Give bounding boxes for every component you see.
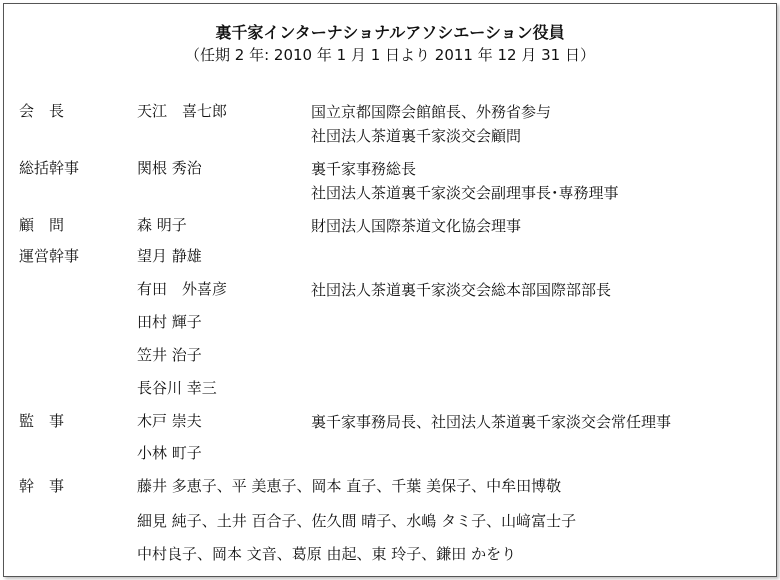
officer-name: 小林 町子 [137,444,202,462]
secretaries-line: 中村良子、岡本 文音、葛原 由起、東 玲子、鎌田 かをり [137,545,517,563]
secretaries-line: 藤井 多恵子、平 美恵子、岡本 直子、千葉 美保子、中牟田博敬 [137,477,562,495]
officer-description [311,100,551,148]
officer-row-chairman [4,100,776,145]
officer-name: 天江 喜七郎 [137,102,228,120]
officer-row-managing-secretary [4,245,776,275]
secretaries-line: 細見 純子、土井 百合子、佐久間 晴子、水嶋 タミ子、山﨑富士子 [137,512,577,530]
officer-row-auditor [4,410,776,440]
officer-name: 木戸 崇夫 [137,412,202,430]
officer-description [311,410,671,434]
description-line: 裏千家事務総長 [311,160,417,178]
officer-description [311,278,611,302]
description-line: 社団法人茶道裏千家淡交会副理事長･専務理事 [311,184,619,202]
description-line: 国立京都国際会館館長、外務省参与 [311,103,552,121]
officer-name: 関根 秀治 [137,159,202,177]
officer-name: 有田 外喜彦 [137,280,228,298]
role-label: 監 事 [19,412,65,430]
officer-row [4,278,776,308]
description-line: 社団法人茶道裏千家淡交会総本部国際部部長 [311,281,612,299]
officers-document [3,3,777,577]
officer-name: 田村 輝子 [137,313,202,331]
officer-description [311,214,521,238]
officer-row-general-secretary [4,157,776,202]
role-label: 幹 事 [19,477,65,495]
officer-name: 笠井 治子 [137,346,202,364]
description-line: 裏千家事務局長、社団法人茶道裏千家淡交会常任理事 [311,413,672,431]
description-line: 財団法人国際茶道文化協会理事 [311,217,522,235]
role-label: 総括幹事 [19,159,80,177]
description-line: 社団法人茶道裏千家淡交会顧問 [311,127,522,145]
officer-name: 森 明子 [137,216,187,234]
role-label: 顧 問 [19,216,65,234]
officer-description [311,157,619,205]
officer-row [4,442,776,472]
officer-row [4,344,776,374]
officer-row-advisor [4,214,776,244]
officer-name: 長谷川 幸三 [137,379,217,397]
officer-row [4,377,776,407]
document-title: 裏千家インターナショナルアソシエーション役員 [215,23,565,42]
officer-row [4,311,776,341]
role-label: 会 長 [19,102,65,120]
role-label: 運営幹事 [19,247,80,265]
term-of-office: （任期 2 年: 2010 年 1 月 1 日より 2011 年 12 月 31 日） [185,46,595,64]
officer-name: 望月 静雄 [137,247,202,265]
